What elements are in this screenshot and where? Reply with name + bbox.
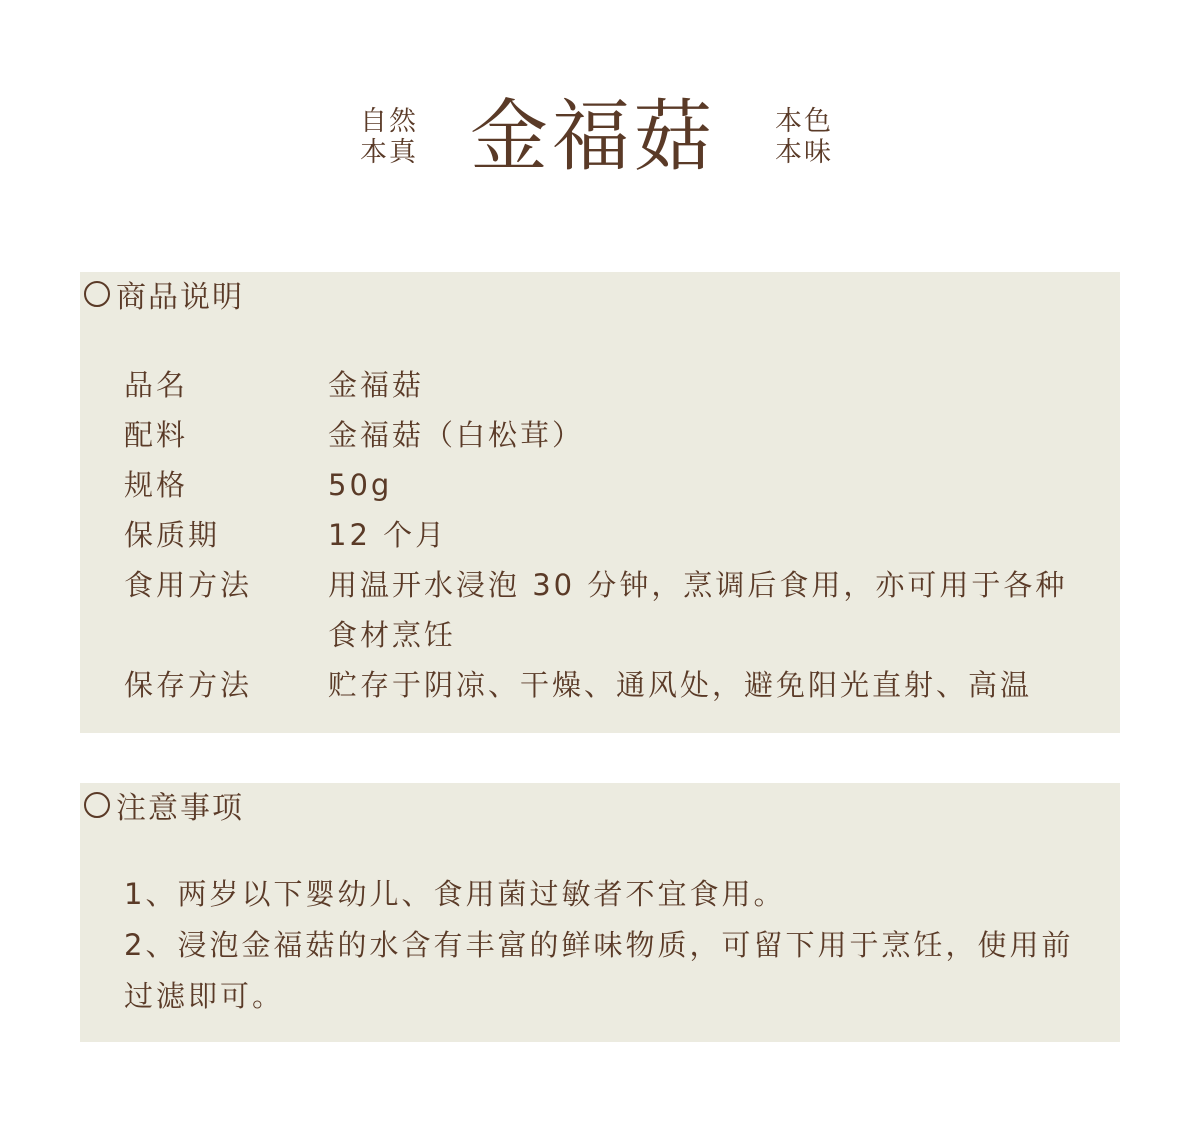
spec-label: 规格 <box>124 468 189 502</box>
spec-value: 贮存于阴凉、干燥、通风处，避免阳光直射、高温 <box>328 668 1033 702</box>
spec-row-usage <box>124 560 1104 660</box>
header-right-tag-line2: 本味 <box>775 137 833 168</box>
spec-label: 保存方法 <box>124 668 253 702</box>
spec-row-shelf-life <box>124 510 1104 560</box>
spec-row-ingredients <box>124 410 1104 460</box>
spec-value: 金福菇 <box>328 368 425 402</box>
circle-icon <box>84 281 110 307</box>
notice-panel <box>80 783 1120 1042</box>
header-left-tag-line2: 本真 <box>360 137 418 168</box>
notice-list <box>124 869 1099 1022</box>
header-left-tag-line1: 自然 <box>360 106 418 137</box>
header-left-tag <box>360 106 418 168</box>
spec-label: 保质期 <box>124 518 221 552</box>
spec-row-name <box>124 360 1104 410</box>
notice-heading-text: 注意事项 <box>116 791 244 826</box>
product-info-heading <box>84 276 244 315</box>
page-header <box>0 92 1200 182</box>
spec-value: 用温开水浸泡 30 分钟，烹调后食用，亦可用于各种食材烹饪 <box>328 568 1068 652</box>
spec-value: 12 个月 <box>328 518 448 552</box>
product-info-panel <box>80 272 1120 733</box>
spec-list <box>124 360 1104 710</box>
spec-row-size <box>124 460 1104 510</box>
spec-row-storage <box>124 660 1104 710</box>
spec-value: 50g <box>328 468 393 502</box>
circle-icon <box>84 792 110 818</box>
header-right-tag <box>775 106 833 168</box>
page-title: 金福菇 <box>470 92 717 182</box>
spec-label: 配料 <box>124 418 189 452</box>
spec-label: 食用方法 <box>124 568 253 602</box>
notice-item: 2、浸泡金福菇的水含有丰富的鲜味物质，可留下用于烹饪，使用前过滤即可。 <box>124 928 1074 1013</box>
spec-label: 品名 <box>124 368 189 402</box>
notice-item: 1、两岁以下婴幼儿、食用菌过敏者不宜食用。 <box>124 877 786 911</box>
notice-heading <box>84 787 244 826</box>
spec-value: 金福菇（白松茸） <box>328 418 585 452</box>
product-info-heading-text: 商品说明 <box>116 280 244 315</box>
header-right-tag-line1: 本色 <box>775 106 833 137</box>
